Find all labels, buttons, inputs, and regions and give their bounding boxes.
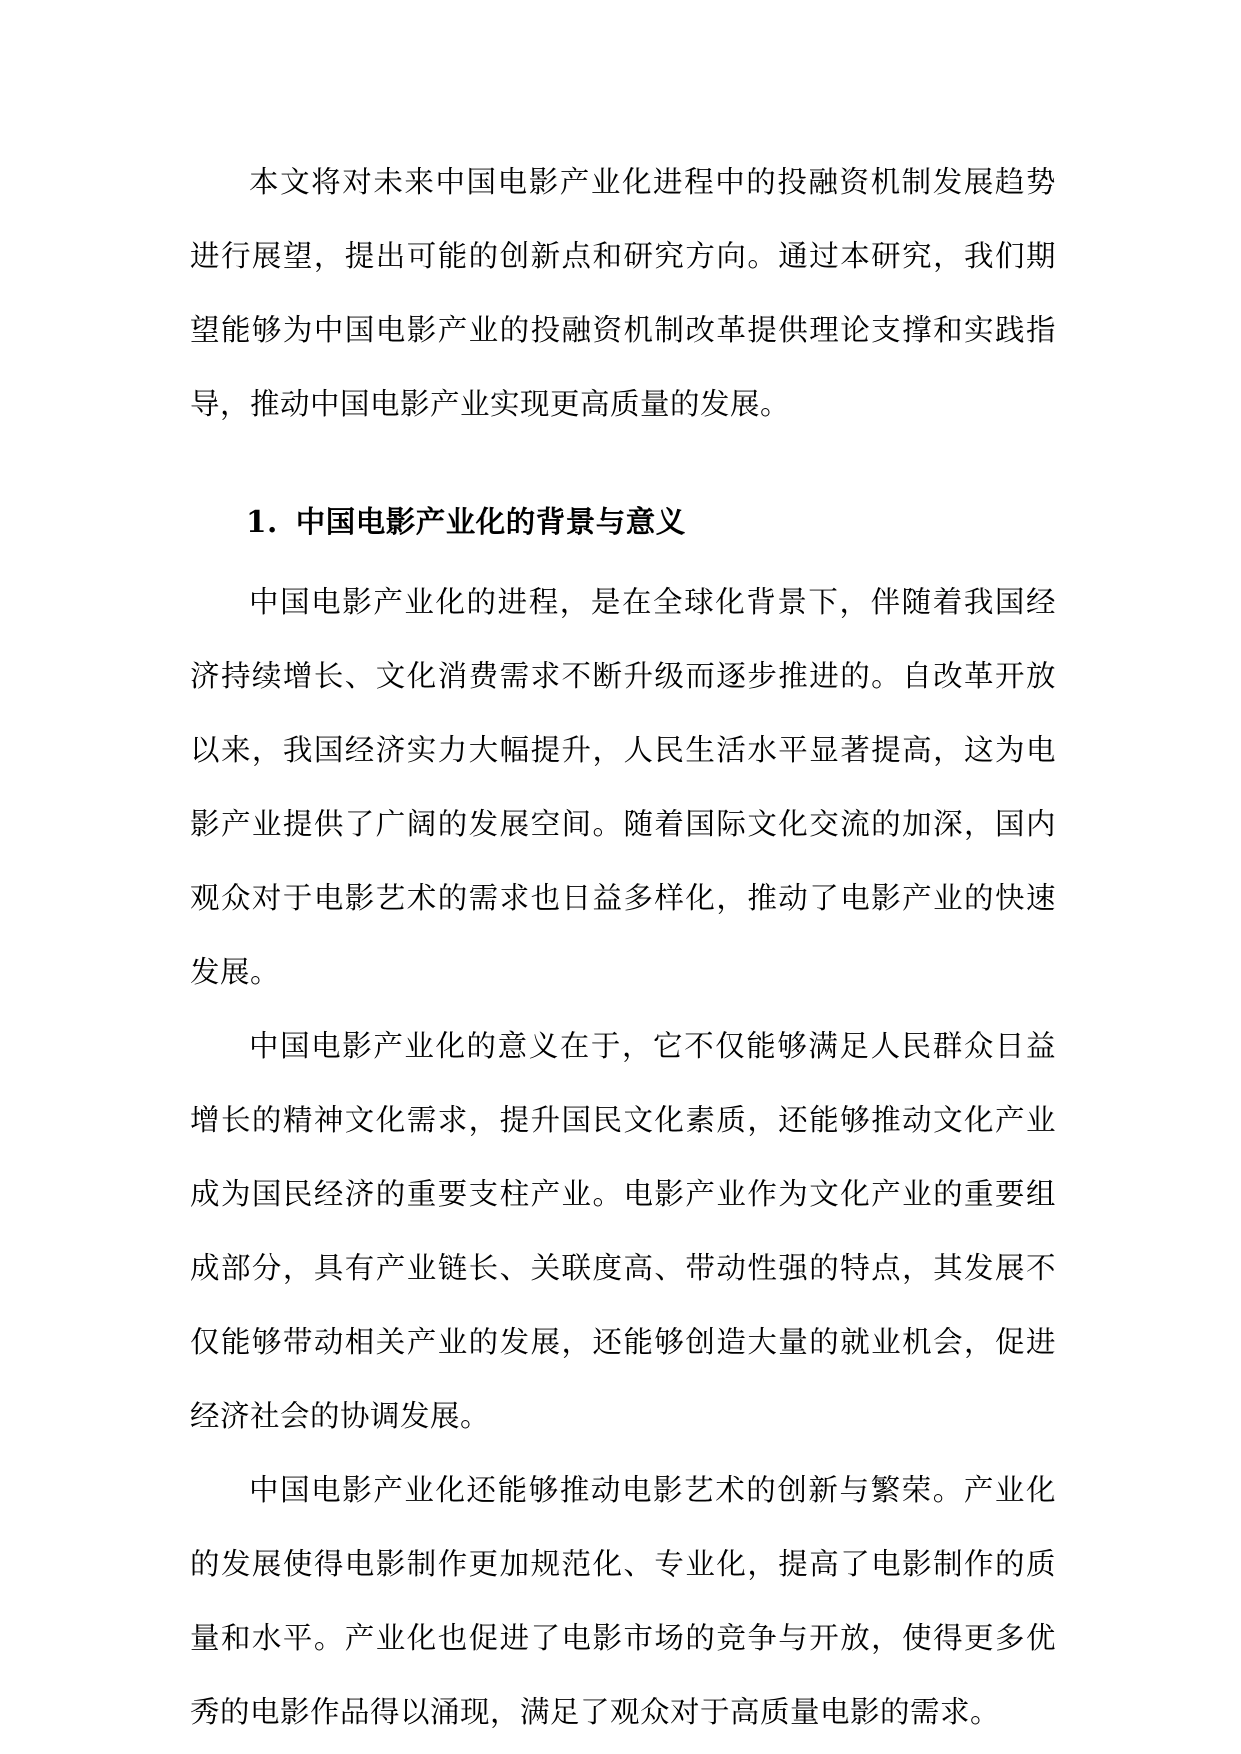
- section-heading: [190, 485, 1056, 559]
- section-paragraph-1: 中国电影产业化的进程，是在全球化背景下，伴随着我国经济持续增长、文化消费需求不断升级而逐步推进的。自改革开放以来，我国经济实力大幅提升，人民生活水平显著提高，这为电影产业提供了广阔的发展空间。随着国际文化交流的加深，国内观众对于电影艺术的需求也日益多样化，推动了电影产业的快速发展。: [190, 585, 1056, 989]
- intro-paragraph: 本文将对未来中国电影产业化进程中的投融资机制发展趋势进行展望，提出可能的创新点和研究方向。通过本研究，我们期望能够为中国电影产业的投融资机制改革提供理论支撑和实践指导，推动中国电影产业实现更高质量的发展。: [190, 165, 1056, 421]
- section-title: 中国电影产业化的背景与意义: [295, 504, 686, 539]
- section-paragraph-2: 中国电影产业化的意义在于，它不仅能够满足人民群众日益增长的精神文化需求，提升国民文化素质，还能够推动文化产业成为国民经济的重要支柱产业。电影产业作为文化产业的重要组成部分，具有产业链长、关联度高、带动性强的特点，其发展不仅能够带动相关产业的发展，还能够创造大量的就业机会，促进经济社会的协调发展。: [190, 1029, 1056, 1433]
- section-paragraph-3: 中国电影产业化还能够推动电影艺术的创新与繁荣。产业化的发展使得电影制作更加规范化、专业化，提高了电影制作的质量和水平。产业化也促进了电影市场的竞争与开放，使得更多优秀的电影作品得以涌现，满足了观众对于高质量电影的需求。: [190, 1473, 1056, 1729]
- section-number: 1.: [246, 504, 278, 539]
